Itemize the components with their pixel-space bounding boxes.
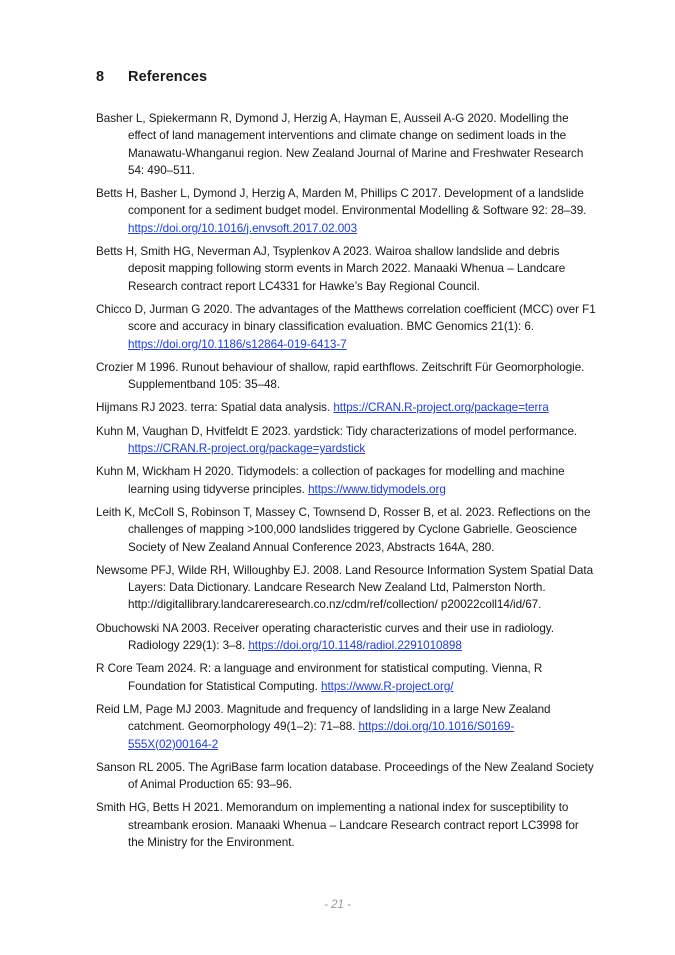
reference-entry bbox=[96, 504, 596, 556]
reference-entry bbox=[96, 185, 596, 237]
reference-entry bbox=[96, 463, 596, 498]
reference-link[interactable]: https://CRAN.R-project.org/package=yardstick bbox=[128, 442, 366, 456]
reference-text: Obuchowski NA 2003. Receiver operating characteristic curves and their use in radiology. Radiology 229(1): 3–8. bbox=[96, 621, 554, 653]
reference-entry bbox=[96, 423, 596, 458]
reference-text: Newsome PFJ, Wilde RH, Willoughby EJ. 2008. Land Resource Information System Spatial Data Layers: Data Dictionary. Landcare Research New Zealand Ltd, Palmerston North. http://digitallibrary.landcareresearch.co.nz/cdm/ref/collection/ p20022coll14/id/67. bbox=[96, 563, 594, 612]
reference-text: Crozier M 1996. Runout behaviour of shallow, rapid earthflows. Zeitschrift Für Geomorphologie. Supplementband 105: 35–48. bbox=[96, 360, 585, 392]
reference-entry bbox=[96, 660, 596, 695]
reference-entry bbox=[96, 701, 596, 753]
reference-entry bbox=[96, 399, 596, 416]
reference-text: Kuhn M, Wickham H 2020. Tidymodels: a collection of packages for modelling and machine learning using tidyverse principles. bbox=[96, 465, 565, 496]
reference-text: Sanson RL 2005. The AgriBase farm location database. Proceedings of the New Zealand Society of Animal Production 65: 93–96. bbox=[96, 760, 594, 792]
reference-link[interactable]: https://doi.org/10.1186/s12864-019-6413-7 bbox=[128, 337, 347, 351]
page-number: - 21 - bbox=[324, 899, 351, 911]
reference-entry bbox=[96, 301, 596, 353]
reference-text: Chicco D, Jurman G 2020. The advantages of the Matthews correlation coefficient (MCC) over F1 score and accuracy in binary classification evaluation. BMC Genomics 21(1): 6. bbox=[96, 302, 596, 334]
reference-text: Reid LM, Page MJ 2003. Magnitude and frequency of landsliding in a large New Zealand catchment. Geomorphology 49(1–2): 71–88. bbox=[96, 702, 551, 734]
reference-text: Kuhn M, Vaughan D, Hvitfeldt E 2023. yardstick: Tidy characterizations of model performance. bbox=[96, 424, 578, 438]
reference-entry bbox=[96, 562, 596, 614]
reference-text: Betts H, Basher L, Dymond J, Herzig A, Marden M, Phillips C 2017. Development of a landslide component for a sediment budget model. Environmental Modelling & Software 92: 28–39. bbox=[96, 187, 587, 218]
reference-list bbox=[96, 110, 596, 857]
reference-entry bbox=[96, 799, 596, 851]
reference-entry bbox=[96, 620, 596, 655]
reference-link[interactable]: https://doi.org/10.1148/radiol.2291010898 bbox=[248, 639, 462, 653]
section-title: References bbox=[128, 69, 208, 85]
reference-entry bbox=[96, 359, 596, 394]
reference-text: Basher L, Spiekermann R, Dymond J, Herzig A, Hayman E, Ausseil A-G 2020. Modelling the effect of land management interventions and climate change on sediment loads in the Manawatu-Whanganui region. New Zealand Journal of Marine and Freshwater Research 54: 490–511. bbox=[96, 112, 584, 177]
section-number: 8 bbox=[96, 69, 105, 85]
section-heading bbox=[96, 69, 207, 85]
reference-text: Leith K, McColl S, Robinson T, Massey C, Townsend D, Rosser B, et al. 2023. Reflections on the challenges of mapping >100,000 landslides triggered by Cyclone Gabrielle. Geoscience Society of New Zealand Annual Conference 2023, Abstracts 164A, 280. bbox=[96, 505, 591, 554]
reference-entry bbox=[96, 243, 596, 295]
reference-link[interactable]: https://CRAN.R-project.org/package=terra bbox=[333, 401, 549, 415]
reference-text: R Core Team 2024. R: a language and environment for statistical computing. Vienna, R Foundation for Statistical Computing. bbox=[96, 662, 543, 693]
reference-entry bbox=[96, 759, 596, 794]
reference-link[interactable]: https://doi.org/10.1016/S0169-555X(02)00164-2 bbox=[128, 720, 515, 751]
reference-entry bbox=[96, 110, 596, 179]
reference-link[interactable]: https://doi.org/10.1016/j.envsoft.2017.02.003 bbox=[128, 221, 358, 235]
reference-text: Betts H, Smith HG, Neverman AJ, Tsyplenkov A 2023. Wairoa shallow landslide and debris deposit mapping following storm events in March 2022. Manaaki Whenua – Landcare Research contract report LC4331 for Hawke’s Bay Regional Council. bbox=[96, 245, 566, 293]
reference-text: Smith HG, Betts H 2021. Memorandum on implementing a national index for susceptibility to streambank erosion. Manaaki Whenua – Landcare Research contract report LC3998 for the Ministry for the Environment. bbox=[96, 801, 579, 849]
reference-link[interactable]: https://www.tidymodels.org bbox=[308, 482, 446, 496]
reference-text: Hijmans RJ 2023. terra: Spatial data analysis. bbox=[96, 401, 334, 415]
reference-link[interactable]: https://www.R-project.org/ bbox=[321, 679, 454, 693]
